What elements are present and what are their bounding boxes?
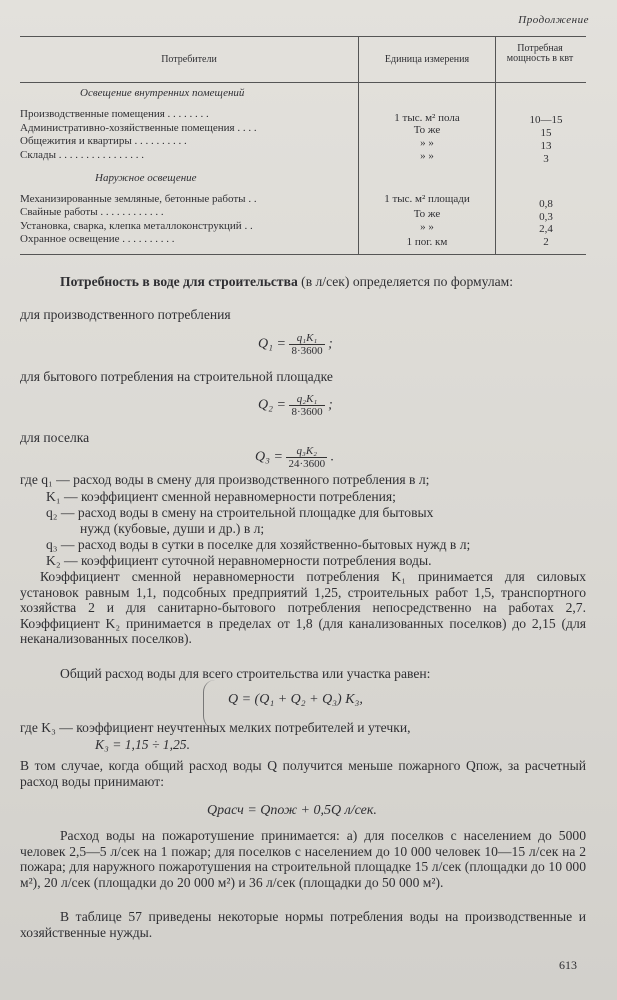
- table-row-name: Общежития и квартиры . . . . . . . . . .: [20, 135, 187, 147]
- table-row-power: 3: [543, 153, 549, 165]
- table-row-power: 2: [543, 236, 549, 248]
- formula-3-label: для поселка: [20, 430, 90, 445]
- table-row-unit: 1 тыс. м² пола: [394, 112, 460, 124]
- table-row-power: 15: [540, 127, 552, 139]
- formula-3-lhs: Q₃ =: [255, 449, 283, 465]
- table-row-unit: 1 тыс. м² площади: [384, 193, 470, 205]
- table-row-power: 0,8: [539, 198, 553, 210]
- formula-1-numerator: q₁K₁: [289, 332, 324, 345]
- table-row-name: Установка, сварка, клепка металлоконструкций . .: [20, 220, 253, 232]
- table-row-unit: » »: [420, 221, 434, 233]
- intro-bold-heading: Потребность в воде для строительства: [60, 274, 298, 289]
- table-row-power: 2,4: [539, 223, 553, 235]
- formula-2: [258, 393, 333, 418]
- paragraph-coefficients: Коэффициент сменной неравномерности потребления K₁ принимается для силовых установок равным 1,1, подсобных предприятий 1,25, строительных работ 1,5, транспортного хозяйства 2 и для санитарно-бытового потребления непосредственно на работах 2,7. Коэффициент K₂ принимается в пределах от 1,8 (для канализованных поселков) до 2,15 (для неканализованных поселков).: [20, 569, 586, 646]
- table-bottom-rule: [20, 254, 586, 255]
- formula-3: [255, 445, 334, 470]
- table-row-power: 0,3: [539, 211, 553, 223]
- table-row-power: 10—15: [529, 114, 563, 126]
- intro-rest: (в л/сек) определяется по формулам:: [297, 274, 514, 289]
- formula-2-numerator: q₂K₁: [289, 393, 324, 406]
- intro-paragraph: [20, 274, 586, 290]
- formula-2-fraction: [289, 393, 324, 418]
- table-row-name: Склады . . . . . . . . . . . . . . . .: [20, 149, 145, 161]
- table-row-name: Свайные работы . . . . . . . . . . . .: [20, 206, 164, 218]
- col-header-consumers: Потребители: [161, 54, 217, 65]
- definition-q1: где q₁ — расход воды в смену для производственного потребления в л;: [20, 472, 430, 487]
- section-title-outdoor: Наружное освещение: [95, 172, 197, 184]
- col-header-power: Потребная мощность в квт: [506, 43, 574, 64]
- continuation-label: Продолжение: [518, 14, 589, 26]
- paragraph-firefighting: Расход воды на пожаротушение принимается: а) для поселков с населением до 5000 человек 2,5—5 л/сек на 1 пожар; для поселков с населением до 10 000 человек 10—15 л/сек на 2 пожара; для наружного пожаротушения на строительной площадке 15 л/сек (площадки до 10 000 м²), 20 л/сек (площадки до 20 000 м²) и 36 л/сек (площадки до 50 000 м²).: [20, 828, 586, 890]
- col-header-unit: Единица измерения: [384, 54, 470, 65]
- definition-q2-cont: нужд (кубовые, души и др.) в л;: [80, 521, 265, 536]
- definition-k3-range: K₃ = 1,15 ÷ 1,25.: [95, 737, 190, 752]
- formula-1-denominator: 8·3600: [291, 345, 323, 357]
- formula-2-denominator: 8·3600: [291, 406, 323, 418]
- formula-1-lhs: Q₁ =: [258, 336, 286, 352]
- definition-k3: где K₃ — коэффициент неучтенных мелких потребителей и утечки,: [20, 720, 411, 735]
- formula-3-end: .: [330, 449, 335, 465]
- formula-total: Q = (Q₁ + Q₂ + Q₃) K₃,: [228, 692, 363, 707]
- table-row-name: Механизированные земляные, бетонные работы . .: [20, 193, 257, 205]
- table-row-name: Административно-хозяйственные помещения . . . .: [20, 122, 257, 134]
- formula-1-label: для производственного потребления: [20, 307, 231, 322]
- page-number: 613: [559, 958, 577, 972]
- table-row-unit: То же: [413, 208, 441, 220]
- table-row-unit: » »: [420, 137, 434, 149]
- formula-3-denominator: 24·3600: [288, 458, 326, 470]
- definition-k1: K₁ — коэффициент сменной неравномерности потребления;: [46, 489, 396, 504]
- table-top-rule: [20, 36, 586, 37]
- formula-3-numerator: q₃K₂: [286, 445, 327, 458]
- table-row-unit: » »: [420, 150, 434, 162]
- paragraph-fire: В том случае, когда общий расход воды Q получится меньше пожарного Qпож, за расчетный расход воды принимают:: [20, 758, 586, 789]
- table-row-unit: 1 пог. км: [406, 236, 448, 248]
- definition-q3: q₃ — расход воды в сутки в поселке для хозяйственно-бытовых нужд в л;: [46, 537, 471, 552]
- table-row-unit: То же: [413, 124, 441, 136]
- section-title-indoor: Освещение внутренних помещений: [80, 87, 245, 99]
- formula-2-lhs: Q₂ =: [258, 397, 286, 413]
- table-row-name: Охранное освещение . . . . . . . . . .: [20, 233, 175, 245]
- paragraph-total: Общий расход воды для всего строительства или участка равен:: [60, 666, 431, 681]
- formula-3-fraction: [286, 445, 327, 470]
- formula-1: [258, 332, 333, 357]
- formula-2-label: для бытового потребления на строительной площадке: [20, 369, 333, 384]
- table-row-name: Производственные помещения . . . . . . . .: [20, 108, 209, 120]
- definition-q2: q₂ — расход воды в смену на строительной площадке для бытовых: [46, 505, 434, 520]
- table-header-rule: [20, 82, 586, 83]
- definition-k2: K₂ — коэффициент суточной неравномерности потребления воды.: [46, 553, 432, 568]
- formula-1-fraction: [289, 332, 324, 357]
- formula-1-end: ;: [328, 336, 333, 352]
- paragraph-table57: В таблице 57 приведены некоторые нормы потребления воды на производственные и хозяйственные нужды.: [20, 909, 586, 940]
- formula-design: Qрасч = Qпож + 0,5Q л/сек.: [207, 803, 377, 818]
- table-row-power: 13: [540, 140, 552, 152]
- formula-2-end: ;: [328, 397, 333, 413]
